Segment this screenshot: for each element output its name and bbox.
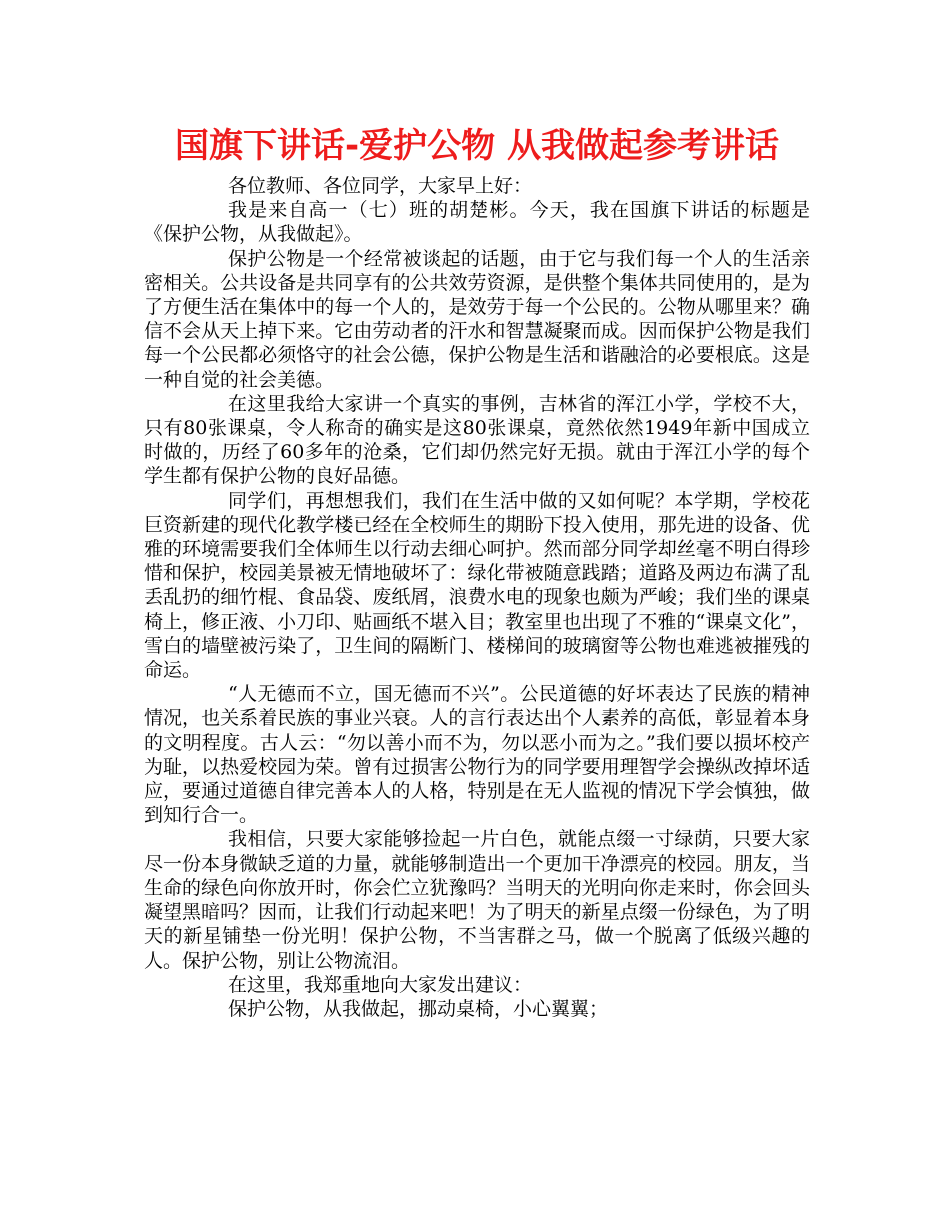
paragraph-proposal-intro: 在这里，我郑重地向大家发出建议： [228, 973, 533, 996]
paragraph-current-situation: 同学们，再想想我们，我们在生活中做的又如何呢？本学期，学校花巨资新建的现代化教学楼已经在全校师生的期盼下投入使用，那先进的设备、优雅的环境需要我们全体师生以行动去细心呵护。然而部分同学却丝毫不明白得珍惜和保护，校园美景被无情地破坏了：绿化带被随意践踏；道路及两边布满了乱丢乱扔的细竹棍、食品袋、废纸屑，浪费水电的现象也颇为严峻；我们坐的课桌椅上，修正液、小刀印、贴画纸不堪入目；教室里也出现了不雅的“课桌文化”，雪白的墙壁被污染了，卫生间的隔断门、楼梯间的玻璃窗等公物也难逃被摧残的命运。 [144, 489, 810, 682]
document-title: 国旗下讲话-爱护公物 从我做起参考讲话 [175, 126, 779, 166]
document-body [144, 174, 810, 1021]
document-page [144, 118, 810, 1021]
paragraph-example: 在这里我给大家讲一个真实的事例，吉林省的浑江小学，学校不大，只有80张课桌，令人称奇的确实是这80张课桌，竟然依然1949年新中国成立时做的，历经了60多年的沧桑，它们却仍然完好无损。就由于浑江小学的每个学生都有保护公物的良好品德。 [144, 392, 810, 488]
paragraph-proposal-item: 保护公物，从我做起，挪动桌椅，小心翼翼； [228, 997, 609, 1020]
paragraph-topic: 保护公物是一个经常被谈起的话题，由于它与我们每一个人的生活亲密相关。公共设备是共同享有的公共效劳资源，是供整个集体共同使用的，是为了方便生活在集体中的每一个人的，是效劳于每一个公民的。公物从哪里来？确信不会从天上掉下来。它由劳动者的汗水和智慧凝聚而成。因而保护公物是我们每一个公民都必须恪守的社会公德，保护公物是生活和谐融洽的必要根底。这是一种自觉的社会美德。 [144, 247, 810, 391]
paragraph-greeting: 各位教师、各位同学，大家早上好： [228, 175, 533, 197]
paragraph-introduction: 我是来自高一（七）班的胡楚彬。今天，我在国旗下讲话的标题是《保护公物，从我做起》。 [144, 199, 810, 246]
paragraph-morality: “人无德而不立，国无德而不兴”。公民道德的好坏表达了民族的精神情况，也关系着民族的事业兴衰。人的言行表达出个人素养的高低，彰显着本身的文明程度。古人云：“勿以善小而不为，勿以恶小而为之。”我们要以损坏校产为耻，以热爱校园为荣。曾有过损害公物行为的同学要用理智学会操纵改掉坏适应，要通过道德自律完善本人的人格，特别是在无人监视的情况下学会慎独，做到知行合一。 [144, 683, 810, 827]
paragraph-call-to-action: 我相信，只要大家能够捡起一片白色，就能点缀一寸绿荫，只要大家尽一份本身微缺乏道的力量，就能够制造出一个更加干净漂亮的校园。朋友，当生命的绿色向你放开时，你会伫立犹豫吗？当明天的光明向你走来时，你会回头凝望黑暗吗？因而，让我们行动起来吧！为了明天的新星点缀一份绿色，为了明天的新星铺垫一份光明！保护公物，不当害群之马，做一个脱离了低级兴趣的人。保护公物，别让公物流泪。 [144, 828, 810, 972]
